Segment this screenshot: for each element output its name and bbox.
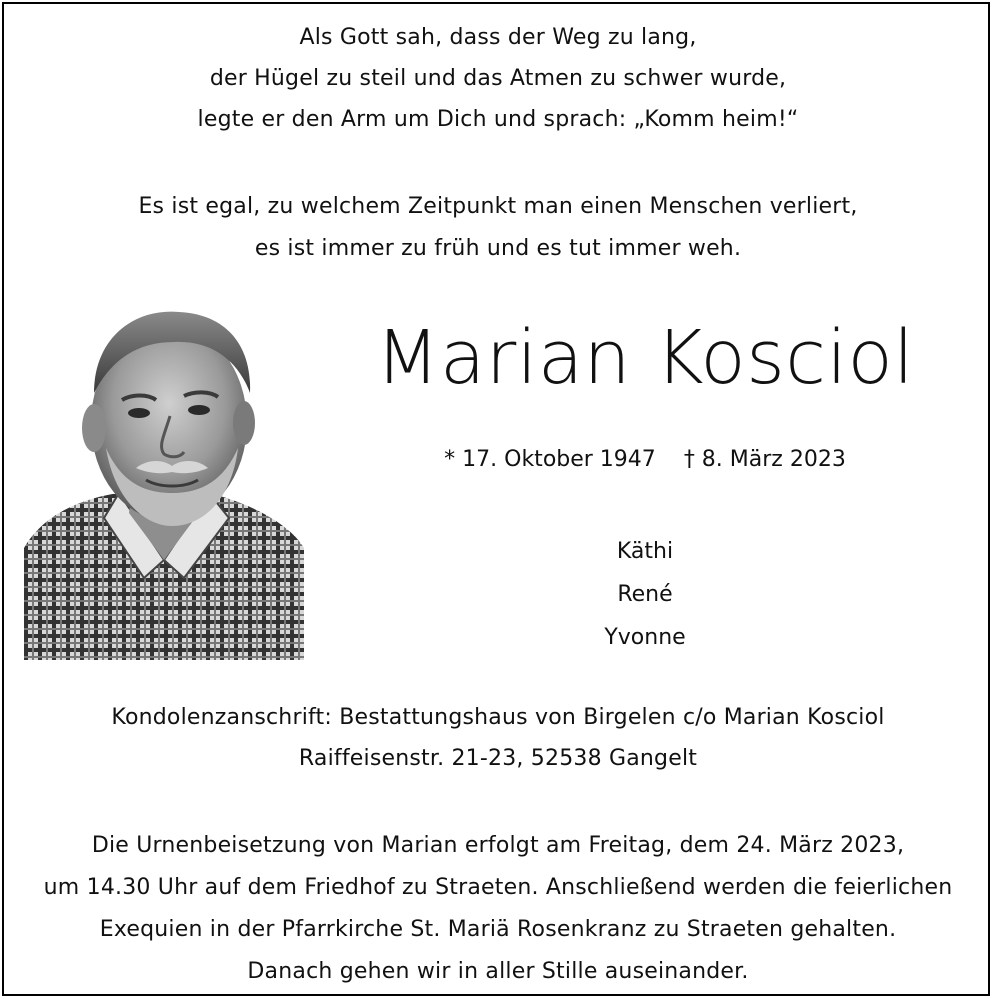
ceremony-line-2: um 14.30 Uhr auf dem Friedhof zu Straeten. Anschließend werden die feierlichen: [43, 875, 953, 900]
ceremony-line-3: Exequien in der Pfarrkirche St. Mariä Rosenkranz zu Straeten gehalten.: [99, 917, 897, 942]
life-dates: [330, 446, 960, 474]
relative-name: Käthi: [616, 539, 674, 564]
portrait-photo: [24, 298, 304, 660]
quote-line-1: Es ist egal, zu welchem Zeitpunkt man einen Menschen verliert,: [138, 194, 858, 219]
relative-name: René: [617, 582, 673, 607]
death-date: † 8. März 2023: [683, 447, 846, 472]
relatives-list: [330, 530, 960, 659]
verse-line-3: legte er den Arm um Dich und sprach: „Komm heim!“: [197, 107, 799, 132]
verse-line-1: Als Gott sah, dass der Weg zu lang,: [299, 25, 697, 50]
ceremony-line-1: Die Urnenbeisetzung von Marian erfolgt am Freitag, dem 24. März 2023,: [91, 833, 905, 858]
verse-line-2: der Hügel zu steil und das Atmen zu schwer wurde,: [209, 66, 787, 91]
birth-date: * 17. Oktober 1947: [444, 447, 656, 472]
relative-name: Yvonne: [604, 625, 686, 650]
quote-line-2: es ist immer zu früh und es tut immer weh.: [254, 236, 742, 261]
ceremony-line-4: Danach gehen wir in aller Stille auseinander.: [247, 959, 749, 984]
condolence-line-1: Kondolenzanschrift: Bestattungshaus von Birgelen c/o Marian Kosciol: [111, 705, 885, 730]
deceased-name: Marian Kosciol: [375, 315, 915, 401]
condolence-line-2: Raiffeisenstr. 21-23, 52538 Gangelt: [298, 746, 698, 771]
